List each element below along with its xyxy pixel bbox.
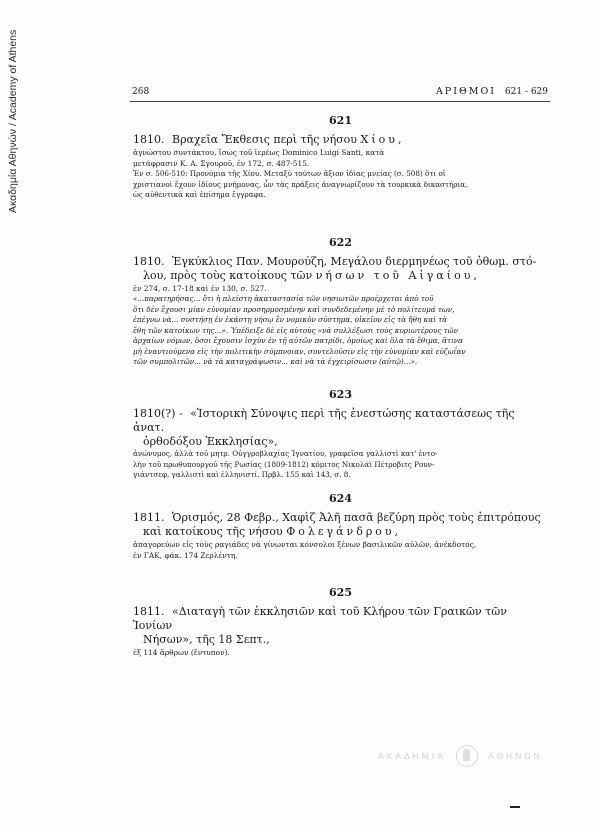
running-title: [430, 86, 548, 97]
entry-title-place: νήσων τοῦ Αἰγαίου,: [315, 269, 480, 282]
entry-note-line: ἐν 274, σ. 17-18 καὶ ἐν 130, σ. 527.: [133, 284, 267, 293]
entry-note-line: ἀγνώστου συντάκτου, ἴσως τοῦ ἱερέως Dominico Luigi Santi, κατὰ: [133, 148, 385, 157]
entry-quote-line: μὴ ἐναντιούμενα εἰς τὴν πολιτικὴν σύμπνοιαν, συντελοῦσιν εἰς τὴν εὐνομίαν καὶ εὐζωΐαν: [133, 346, 466, 356]
entry-quote-line: τῶν συμπολιτῶν... νὰ τὰ καταγράψωσιν... καὶ νὰ τὰ ἐγχειρίσωσιν (αὐτῷ)...».: [133, 357, 418, 366]
entry-quote-line: ἀρχαίων νόμων, ὅσοι ἔχουσιν ἰσχὺν ἐν τῇ αὐτῶν πατρίδι, ὁμοίως καὶ ὅλα τὰ ἔθιμα, ἅτινα: [133, 336, 464, 345]
entry-number: 623: [329, 388, 352, 401]
entry-title-cont: [133, 269, 548, 283]
entry-title-text: «Ἱστορικὴ Σύνοψις περὶ τῆς ἐνεστώσης καταστάσεως τῆς ἀνατ.: [133, 407, 515, 434]
academy-watermark: [378, 744, 548, 768]
entry-title-cont: ὀρθοδόξου Ἐκκλησίας»,: [143, 435, 278, 448]
entry-title-cont: [133, 525, 548, 539]
entry-title: [133, 255, 548, 269]
entry-note-line: ὡς αὐθεντικὰ καὶ ἐπίσημα ἔγγραφα.: [133, 190, 266, 199]
entry-note-line: μετάφρασιν Κ. Α. Σγουροῦ, ἐν 172, σ. 487-515.: [133, 159, 310, 168]
entry-quote-line: «...παρατηρήσας... ὅτι ἡ πλείστη ἀκαταστασία τῶν νησιωτῶν προέρχεται ἀπὸ τοῦ: [133, 294, 434, 303]
entry-title: [133, 511, 548, 525]
entry-title-text: Ἐγκύκλιος Παν. Μουρούζη, Μεγάλου διερμηνέως τοῦ ὀθωμ. στό-: [172, 255, 537, 268]
entry-title-text: «Διαταγὴ τῶν ἐκκλησιῶν καὶ τοῦ Κλήρου τῶν Γραικῶν τῶν Ἰονίων: [133, 605, 507, 632]
watermark-text-left: ΑΚΑΔΗΜΙΑ: [378, 751, 446, 761]
athena-seal-icon: [456, 745, 478, 767]
running-title-range: 621 - 629: [504, 87, 548, 97]
entry-623: [133, 388, 548, 481]
entry-number: 621: [329, 114, 352, 127]
entry-title-text: Ὁρισμός, 28 Φεβρ., Χαφὶζ Ἀλῆ πασᾶ βεζύρη πρὸς τοὺς ἐπιτρόπους: [172, 511, 541, 524]
entry-year: 1810(?) -: [133, 407, 183, 420]
entry-title-place: Φολεγάνδρου,: [286, 525, 402, 538]
entry-title: [133, 133, 548, 147]
entry-quote-line: ἔθη τῶν κατοίκων της...». Ὑπέδειξε δὲ εἰς αὐτοὺς «νὰ συλλέξωσι τοὺς κυριωτέρους τῶν: [133, 325, 458, 335]
entry-note-line: γιάντσεφ, γαλλιστὶ καὶ ἑλληνιστί. Πρβλ. 155 καὶ 143, σ. 8.: [133, 470, 351, 479]
entry-note-line: ἀπαγορεύων εἰς τοὺς ραγιάδες νὰ γίνωνται κόνσολοι ξένων βασιλικῶν αὐλῶν, ἀνέκδοτος,: [133, 540, 477, 549]
entry-title: [133, 407, 548, 435]
entry-year: 1811.: [133, 605, 165, 618]
entry-year: 1810.: [133, 133, 165, 146]
entry-note-line: ἀνώνυμος, ἀλλὰ τοῦ μητρ. Οὐγγροβλαχίας Ἰγνατίου, γραφεῖσα γαλλιστὶ κατ' ἐντο-: [133, 449, 438, 458]
entry-number: 622: [329, 236, 352, 249]
entry-note-line: ἐξ 114 ἄρθρων (ἔντυπον).: [133, 648, 230, 657]
entry-note-line: λὴν τοῦ πρωθυπουργοῦ τῆς Ρωσίας (1809-1812) κόμιτος Νικολάϊ Πέτροβιτς Ρουν-: [133, 459, 435, 469]
entry-quote-line: ἐπέγνω νὰ... συστήσῃ ἐν ἑκάστῃ νήσῳ ἓν νομικὸν σύστημα, οἰκεῖον εἰς τὰ ἤθη καὶ τὰ: [133, 315, 447, 324]
running-title-text: ΑΡΙΘΜΟΙ: [435, 86, 496, 97]
entry-quote-line: ὅτι δὲν ἔχουσι μίαν εὐνομίαν προσηρμοσμένην καὶ συνδεδεμένην μὲ τὸ πολίτευμά των,: [133, 304, 455, 314]
entry-title-place: Χίου,: [360, 133, 405, 146]
entry-title-text: καὶ κατοίκους τῆς νήσου: [143, 525, 283, 538]
footer-mark: [510, 806, 520, 808]
entry-note-line: ἐν ΓΑΚ, φάκ. 174 Ζερλέντη.: [133, 551, 238, 560]
entry-year: 1811.: [133, 511, 165, 524]
archive-sidebar-label: Ακαδημία Αθηνών / Academy of Athens: [7, 30, 19, 214]
entry-624: [133, 492, 548, 561]
entry-title-text: λου, πρὸς τοὺς κατοίκους τῶν: [143, 269, 313, 282]
entry-title-text: Βραχεῖα Ἔκθεσις περὶ τῆς νήσου: [172, 133, 357, 146]
entry-number: 625: [329, 586, 352, 599]
header-rule: [130, 101, 550, 102]
entry-625: [133, 586, 548, 658]
entry-622: [133, 236, 548, 368]
running-head: [132, 86, 548, 100]
entry-year: 1810.: [133, 255, 165, 268]
entry-number: 624: [329, 492, 352, 505]
page-number: 268: [132, 87, 150, 97]
entry-note-line: χριστιανοὶ ἔχουν ἰδίους μνήμονας, ὧν τὰς πράξεις ἀναγνωρίζουν τὰ τουρκικὰ δικαστήρια,: [133, 179, 468, 189]
entry-title-cont: Νήσων», τῆς 18 Σεπτ.,: [143, 633, 270, 646]
entry-note-line: Ἐν σ. 506-510: Προνόμια τῆς Χίου. Μεταξὺ τούτων ἄξιον ἰδίας μνείας (σ. 508) ὅτι οἱ: [133, 169, 446, 178]
watermark-text-right: ΑΘΗΝΩΝ: [487, 751, 543, 761]
entry-title: [133, 605, 548, 633]
entry-621: [133, 114, 548, 201]
